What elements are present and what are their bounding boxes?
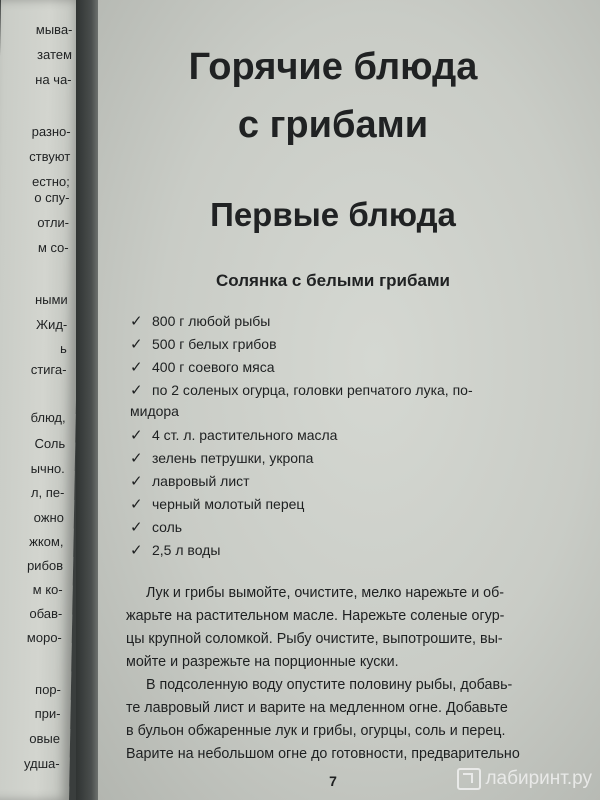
instruction-paragraph xyxy=(126,582,566,674)
paragraph-line: те лавровый лист и варите на медленном огне. Добавьте xyxy=(126,700,508,716)
checkmark-icon: ✓ xyxy=(130,359,143,376)
previous-page-text: затем xyxy=(37,47,73,62)
chapter-title-line-2: с грибами xyxy=(237,104,429,146)
checkmark-icon: ✓ xyxy=(130,496,143,513)
checkmark-icon: ✓ xyxy=(130,427,143,444)
paragraph-line: цы крупной соломкой. Рыбу очистите, выпотрошите, вы- xyxy=(126,631,503,647)
previous-page-text: мыва- xyxy=(35,22,73,37)
previous-page-text: ь xyxy=(59,341,68,356)
watermark xyxy=(457,768,592,790)
previous-page-text: Соль xyxy=(34,436,66,451)
previous-page-text: удша- xyxy=(23,756,60,771)
watermark-text: лабиринт.ру xyxy=(485,768,592,789)
checkmark-icon: ✓ xyxy=(130,519,143,536)
ingredient-item xyxy=(130,449,313,467)
previous-page-text: Жид- xyxy=(35,317,68,332)
previous-page-text: м ко- xyxy=(32,582,63,597)
previous-page-text: м со- xyxy=(37,240,69,255)
paragraph-line: мойте и разрежьте на порционные куски. xyxy=(126,654,399,670)
previous-page-text: блюд, xyxy=(30,410,66,425)
paragraph-line: Лук и грибы вымойте, очистите, мелко нарежьте и об- xyxy=(146,585,505,601)
ingredient-text: по 2 соленых огурца, головки репчатого лука, по- xyxy=(152,382,473,398)
previous-page-text: при- xyxy=(34,706,61,721)
ingredient-text: 400 г соевого мяса xyxy=(152,359,275,375)
previous-page-text: на ча- xyxy=(35,72,72,87)
chapter-title-line-1: Горячие блюда xyxy=(188,46,478,88)
previous-page-text: ычно. xyxy=(30,461,65,476)
previous-page-text: овые xyxy=(29,731,61,746)
ingredient-text: 500 г белых грибов xyxy=(152,336,277,352)
instruction-paragraph xyxy=(126,674,566,766)
ingredient-text: соль xyxy=(152,519,183,535)
previous-page-text: о спу- xyxy=(34,190,70,205)
previous-page-text: разно- xyxy=(31,124,71,139)
labirint-logo-icon xyxy=(457,768,481,790)
ingredient-text: лавровый лист xyxy=(152,473,250,489)
previous-page-text: морo- xyxy=(26,630,62,645)
previous-page-text: ствуют xyxy=(29,149,71,164)
previous-page-text: жком, xyxy=(29,534,64,549)
ingredient-item xyxy=(130,335,277,353)
page-number: 7 xyxy=(329,773,337,789)
ingredient-text: 4 ст. л. растительного масла xyxy=(152,427,338,443)
previous-page-text: рибов xyxy=(26,558,64,573)
ingredient-item xyxy=(130,541,220,559)
book-page xyxy=(98,0,600,800)
previous-page-text: ными xyxy=(34,292,68,307)
checkmark-icon: ✓ xyxy=(130,382,143,399)
section-title: Первые блюда xyxy=(210,196,456,233)
ingredient-item xyxy=(130,518,182,536)
ingredient-text: зелень петрушки, укропа xyxy=(152,450,314,466)
ingredient-text: 2,5 л воды xyxy=(152,542,221,558)
paragraph-line: жарьте на растительном масле. Нарежьте соленые огур- xyxy=(126,608,505,624)
ingredient-item xyxy=(130,312,270,330)
previous-page-text: естно; xyxy=(31,174,70,189)
paragraph-line: Варите на небольшом огне до готовности, предварительно xyxy=(126,746,520,762)
paragraph-line: в бульон обжаренные лук и грибы, огурцы, соль и перец. xyxy=(126,723,506,739)
ingredient-item xyxy=(130,495,304,513)
previous-page-text: обав- xyxy=(29,606,63,621)
checkmark-icon: ✓ xyxy=(130,450,143,467)
ingredient-text: 800 г любой рыбы xyxy=(152,313,271,329)
ingredient-item xyxy=(130,381,473,399)
previous-page-text: отли- xyxy=(37,215,70,230)
checkmark-icon: ✓ xyxy=(130,473,143,490)
checkmark-icon: ✓ xyxy=(130,336,143,353)
ingredient-item xyxy=(130,472,250,490)
checkmark-icon: ✓ xyxy=(130,542,143,559)
ingredient-continuation: мидора xyxy=(130,403,179,419)
previous-page-text: пор- xyxy=(34,682,62,697)
checkmark-icon: ✓ xyxy=(130,313,143,330)
previous-page xyxy=(0,0,83,800)
previous-page-text: ожно xyxy=(33,510,65,525)
ingredient-text: черный молотый перец xyxy=(152,496,305,512)
ingredient-item xyxy=(130,358,275,376)
previous-page-text: стига- xyxy=(30,362,67,377)
paragraph-line: В подсоленную воду опустите половину рыбы, добавь- xyxy=(146,677,513,693)
recipe-title: Солянка с белыми грибами xyxy=(215,271,450,290)
previous-page-text: л, пе- xyxy=(30,485,65,500)
ingredient-item xyxy=(130,426,337,444)
